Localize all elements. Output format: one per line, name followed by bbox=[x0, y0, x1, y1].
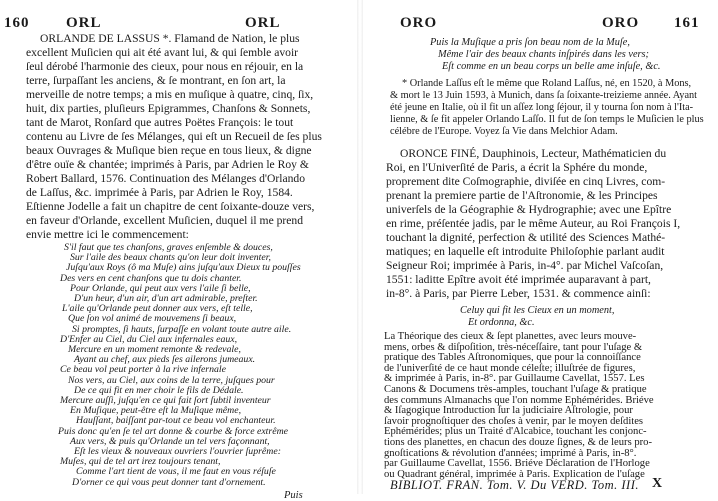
verse-line: Ce beau vol peut porter à la rive infernale bbox=[60, 364, 226, 376]
text-line: contenu au Livre de ſes Mélanges, qui eſt un Recueil de ſes plus bbox=[26, 130, 322, 143]
verse-line: Aux vers, & puis qu'Orlande un tel vers façonnant, bbox=[70, 435, 270, 447]
verse-line: S'il faut que tes chanſons, graves enſemble & douces, bbox=[64, 242, 273, 253]
text-line: beaux Ouvrages & Muſique bien reçue en tous lieux, & digne bbox=[26, 144, 312, 157]
verse-line: Des vers en cent chanſons que tu dois chanter. bbox=[60, 272, 242, 284]
verse-line: De ce qui fit en mer choir le fils de Dédale. bbox=[74, 384, 244, 396]
verse-line: Nos vers, au Ciel, aux coins de la terre, juſques pour bbox=[68, 374, 275, 386]
text-line: Seigneur Roi; imprimée à Paris, in-4°. par Michel Vaſcoſan, bbox=[386, 259, 664, 272]
running-head-right: ORO bbox=[602, 15, 640, 31]
verse-line: Juſqu'aux Roys (ô ma Muſe) ains juſqu'aux Dieux tu pouſſes bbox=[66, 262, 301, 274]
text-line: ORONCE FINÉ, Dauphinois, Lecteur, Mathématicien du bbox=[400, 147, 667, 160]
text-line: pratique des Tables Aſtronomiques, que pour la connoiſſance bbox=[384, 352, 641, 364]
verse-line: Eſt les vieux & nouveaux ouvriers l'ouvrier ſuprême: bbox=[74, 446, 281, 457]
footer-signature-line: BIBLIOT. FRAN. Tom. V. Du VERD. Tom. III. bbox=[390, 478, 639, 492]
verse-line: Muſes, qui de tel art irez toujours tenant, bbox=[60, 456, 221, 468]
text-line: matiques; en laquelle eſt introduite Philoſophie parlant audit bbox=[386, 245, 665, 258]
footnote-line: & mort le 13 Juin 1593, à Munich, dans ſa ſoixante-treizieme année. Ayant bbox=[390, 90, 698, 101]
text-line: in-8°. à Paris, par Pierre Leber, 1531. & commence ainſi: bbox=[386, 287, 651, 300]
text-line: Roi, en l'Univerſité de Paris, a écrit la Sphére du monde, bbox=[386, 161, 648, 174]
verse-line: Eſt comme en un beau corps un belle ame inſuſe, &c. bbox=[442, 61, 661, 72]
text-line: Robert Ballard, 1576. Continuation des Mélanges d'Orlando bbox=[26, 172, 306, 185]
verse-line: Que ſon vol animé de mouvemens ſi beaux, bbox=[68, 313, 237, 325]
verse-line: D'orner ce qui vous peut donner tant d'ornement. bbox=[72, 476, 266, 488]
running-head-left: ORL bbox=[66, 15, 102, 31]
text-line: Ephémérides; plus un Traité d'Alcabice, touchant les conjonc- bbox=[384, 426, 647, 438]
text-line: Eſtienne Jodelle a fait un chapitre de cent ſoixante-douze vers, bbox=[26, 200, 315, 213]
text-line: Canons & Documens très-amples, touchant l'uſage & pratique bbox=[384, 384, 647, 395]
verse-line: D'Enfer au Ciel, du Ciel aux infernales eaux, bbox=[60, 333, 238, 345]
text-line: prenant la premiere partie de l'Aſtronomie, & les Principes bbox=[386, 189, 658, 202]
footnote-line: lienne, & ſe fit appeler Orlando Laſſo. Il fut de ſon temps le Muſicien le plus bbox=[390, 114, 704, 125]
text-line: ou Quadrant général, imprimée à Paris. Explication de l'uſage bbox=[384, 468, 645, 480]
text-line: gnoſtications & révolution d'années; imprimé à Paris, in-8°. bbox=[384, 447, 637, 459]
verse-line: Si promptes, ſi hauts, ſurpaſſe en volant toute autre aile. bbox=[72, 323, 292, 335]
text-line: en rime, préſentée jadis, par le même Auteur, au Roi François I, bbox=[386, 217, 681, 230]
text-line: univerſels de la Géographie & Hydrographie; avec une Epître bbox=[386, 203, 672, 216]
text-line: 1551: laditte Epître avoit été imprimée auparavant à part, bbox=[386, 273, 651, 286]
text-line: d'être ouïe & chantée; imprimés à Paris, par Adrien le Roy & bbox=[26, 158, 309, 171]
verse-line: Pour Orlande, qui peut aux vers l'aile ſi belle, bbox=[70, 282, 251, 294]
verse-line: Mercure auſſi, juſqu'en ce qui fait ſort ſubtil inventeur bbox=[60, 395, 271, 406]
verse-line: Mercure en un moment remonte & redevale, bbox=[68, 344, 241, 355]
verse-line: Hauſſant, baiſſant par-tout ce beau vol enchanteur. bbox=[76, 415, 276, 427]
text-line: tions des planettes, en chacun des douze ſignes, & de leurs pro- bbox=[384, 437, 653, 448]
verse-line: Ayant au chef, aux pieds ſes ailerons jumeaux. bbox=[74, 354, 256, 366]
text-line: en faveur d'Orlande, excellent Muſicien, duquel il me prend bbox=[26, 214, 304, 227]
text-line: de l'univerſité de ce haut monde céleſte; illuſtrée de figures, bbox=[384, 362, 636, 374]
verse-line: L'aile qu'Orlande peut donner aux vers, eſt telle, bbox=[62, 303, 253, 315]
verse-line: Celuy qui fit les Cieux en un moment, bbox=[460, 305, 615, 316]
running-head-right: ORL bbox=[245, 15, 281, 31]
text-line: excellent Muſicien qui ait été avant lui, & qui ſemble avoir bbox=[26, 46, 299, 59]
text-line: mens, orbes & diſpoſition, très-néceſſaire, tant pour l'uſage & bbox=[384, 341, 643, 353]
text-line: ORLANDE DE LASSUS *. Flamand de Nation, le plus bbox=[40, 32, 300, 45]
text-line: proprement dite Coſmographie, diviſée en cinq Livres, com- bbox=[386, 175, 666, 188]
text-line: touchant la dignité, perfection & utilité des Sciences Mathé- bbox=[386, 231, 666, 244]
verse-line: Sur l'aile des beaux chants qu'on leur doit inventer, bbox=[70, 252, 271, 264]
running-head-left: ORO bbox=[400, 15, 438, 31]
right-page bbox=[362, 0, 718, 494]
text-line: des communs Almanachs que l'on nomme Ephémérides. Briéve bbox=[384, 394, 654, 406]
text-line: La Théorique des cieux & ſept planettes, avec leurs mouve- bbox=[384, 331, 637, 342]
page-number: 161 bbox=[674, 15, 700, 31]
left-page bbox=[0, 0, 358, 501]
verse-line: Et ordonna, &c. bbox=[468, 317, 535, 328]
verse-line: Même l'air des beaux chants inſpirés dans les vers; bbox=[438, 49, 649, 60]
text-line: ſeul dérobé l'harmonie des cieux, pour nous en réjouir, en la bbox=[26, 60, 304, 73]
page-number: 160 bbox=[4, 15, 30, 31]
verse-line: Puis donc qu'en ſe tel art donne & courbe & force extrême bbox=[58, 425, 288, 437]
text-line: huit, dix parties, pluſieurs Epigrammes, Chanſons & Sonnets, bbox=[26, 102, 311, 115]
text-line: & imprimée à Paris, in-8°. par Guillaume Cavellat, 1557. Les bbox=[384, 373, 645, 385]
verse-line: D'un heur, d'un air, d'un art admirable, preſter. bbox=[74, 293, 258, 304]
footnote-line: célébre de l'Europe. Voyez ſa Vie dans Melchior Adam. bbox=[390, 126, 618, 137]
verse-line: En Muſique, peut-être eſt la Muſique même, bbox=[70, 405, 242, 417]
verse-line: Comme l'art tient de vous, il me faut en vous réſuſe bbox=[76, 466, 276, 478]
text-line: terre, ſurpaſſant les anciens, & ſe montrant, en ſon art, la bbox=[26, 74, 286, 87]
text-line: ſavoir prognoſtiquer des choſes à venir, par le moyen deſdites bbox=[384, 415, 644, 427]
text-line: envie mettre ici le commencement: bbox=[26, 228, 189, 241]
text-line: tant de Marot, Ronſard que autres Poëtes François: le tout bbox=[26, 116, 294, 129]
footnote-line: été jeune en Italie, où il fit un aſſez long ſéjour, il y tourna ſon nom à l'Ita- bbox=[390, 102, 694, 113]
text-line: par Guillaume Cavellat, 1556. Briéve Déclaration de l'Horloge bbox=[384, 458, 650, 470]
text-line: merveille de notre temps; a mis en muſique à quatre, cinq, ſix, bbox=[26, 88, 314, 101]
verse-line: Puis la Muſique a pris ſon beau nom de la Muſe, bbox=[430, 37, 630, 48]
catchword: Puis bbox=[284, 489, 303, 501]
text-line: de Laſſus, &c. imprimée à Paris, par Adrien le Roy, 1584. bbox=[26, 186, 293, 199]
footnote-line: * Orlande Laſſus eſt le même que Roland Laſſus, né, en 1520, à Mons, bbox=[402, 78, 692, 89]
text-line: & Iſagogique Introduction ſur la judiciaire Aſtrologie, pour bbox=[384, 405, 633, 417]
signature-mark: X bbox=[652, 476, 663, 491]
